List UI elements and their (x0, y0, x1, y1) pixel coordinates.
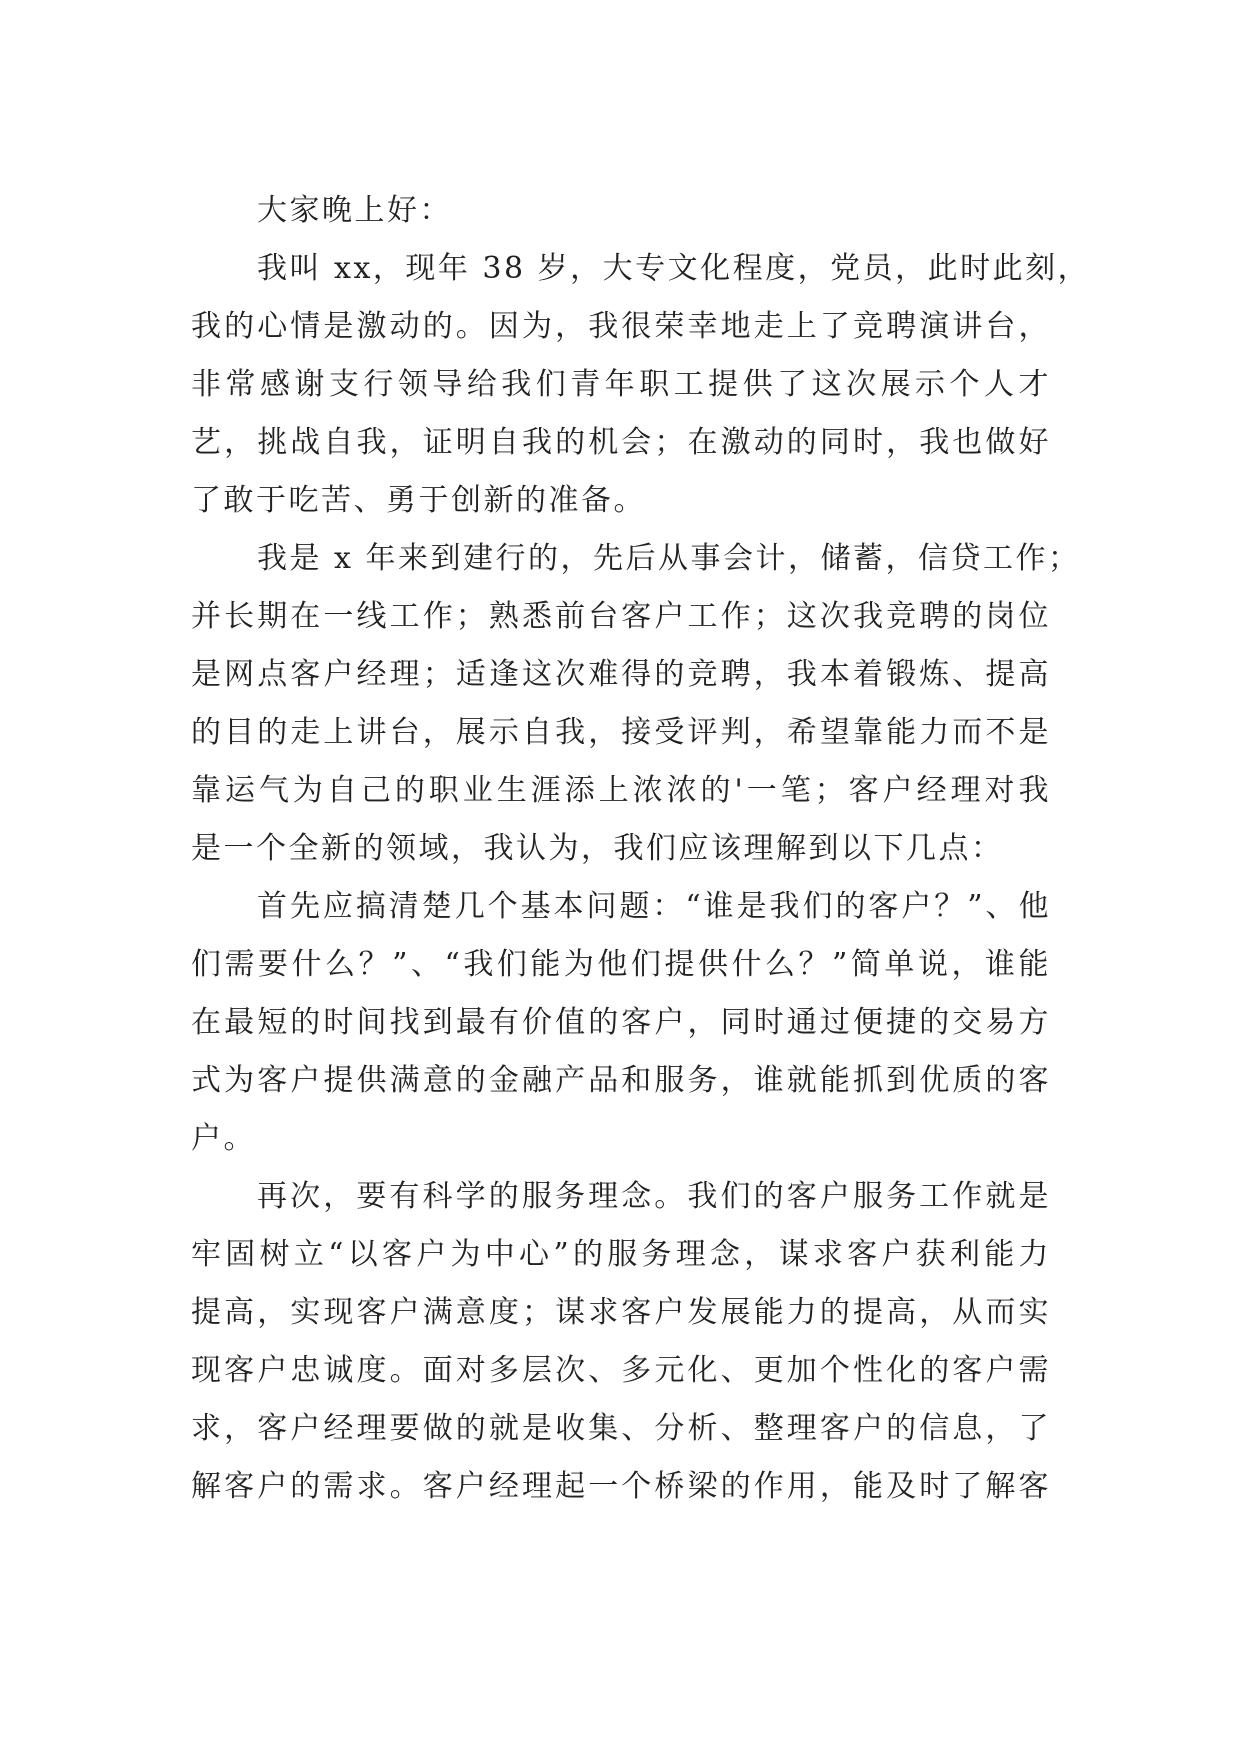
paragraph-introduction (191, 240, 1091, 530)
text-line: 户。 (191, 1121, 256, 1156)
text-line: 了敢于吃苦、勇于创新的准备。 (191, 483, 646, 518)
text-line: 大家晚上好： (257, 193, 452, 228)
text-line: 我的心情是激动的。因为，我很荣幸地走上了竞聘演讲台， (191, 309, 1051, 344)
paragraph-service-concept (191, 1168, 1051, 1516)
text-line: 们需要什么？”、“我们能为他们提供什么？”简单说，谁能 (191, 947, 1051, 982)
text-line: 靠运气为自己的职业生涯添上浓浓的'一笔；客户经理对我 (191, 773, 1051, 808)
text-line: 提高，实现客户满意度；谋求客户发展能力的提高，从而实 (191, 1295, 1051, 1330)
text-line: 并长期在一线工作；熟悉前台客户工作；这次我竞聘的岗位 (191, 599, 1051, 634)
text-line: 非常感谢支行领导给我们青年职工提供了这次展示个人才 (191, 367, 1051, 402)
text-line: 再次，要有科学的服务理念。我们的客户服务工作就是 (257, 1179, 1051, 1214)
paragraph-basic-questions (191, 878, 1051, 1168)
text-line: 是网点客户经理；适逢这次难得的竞聘，我本着锻炼、提高 (191, 657, 1051, 692)
text-line: 牢固树立“以客户为中心”的服务理念，谋求客户获利能力 (191, 1237, 1051, 1272)
text-line: 艺，挑战自我，证明自我的机会；在激动的同时，我也做好 (191, 425, 1051, 460)
text-line: 首先应搞清楚几个基本问题：“谁是我们的客户？”、他 (257, 889, 1051, 924)
text-line: 我叫 xx，现年 38 岁，大专文化程度，党员，此时此刻， (257, 251, 1091, 286)
text-line: 求，客户经理要做的就是收集、分析、整理客户的信息，了 (191, 1411, 1051, 1446)
text-line: 是一个全新的领域，我认为，我们应该理解到以下几点： (191, 831, 1004, 866)
text-line: 的目的走上讲台，展示自我，接受评判，希望靠能力而不是 (191, 715, 1051, 750)
paragraph-background (191, 530, 1081, 878)
text-line: 我是 x 年来到建行的，先后从事会计，储蓄，信贷工作； (257, 541, 1081, 576)
text-line: 在最短的时间找到最有价值的客户，同时通过便捷的交易方 (191, 1005, 1051, 1040)
speech-body (191, 182, 1091, 1516)
text-line: 式为客户提供满意的金融产品和服务，谁就能抓到优质的客 (191, 1063, 1051, 1098)
text-line: 现客户忠诚度。面对多层次、多元化、更加个性化的客户需 (191, 1353, 1051, 1388)
text-line: 解客户的需求。客户经理起一个桥梁的作用，能及时了解客 (191, 1469, 1051, 1504)
paragraph-greeting (191, 182, 1051, 240)
